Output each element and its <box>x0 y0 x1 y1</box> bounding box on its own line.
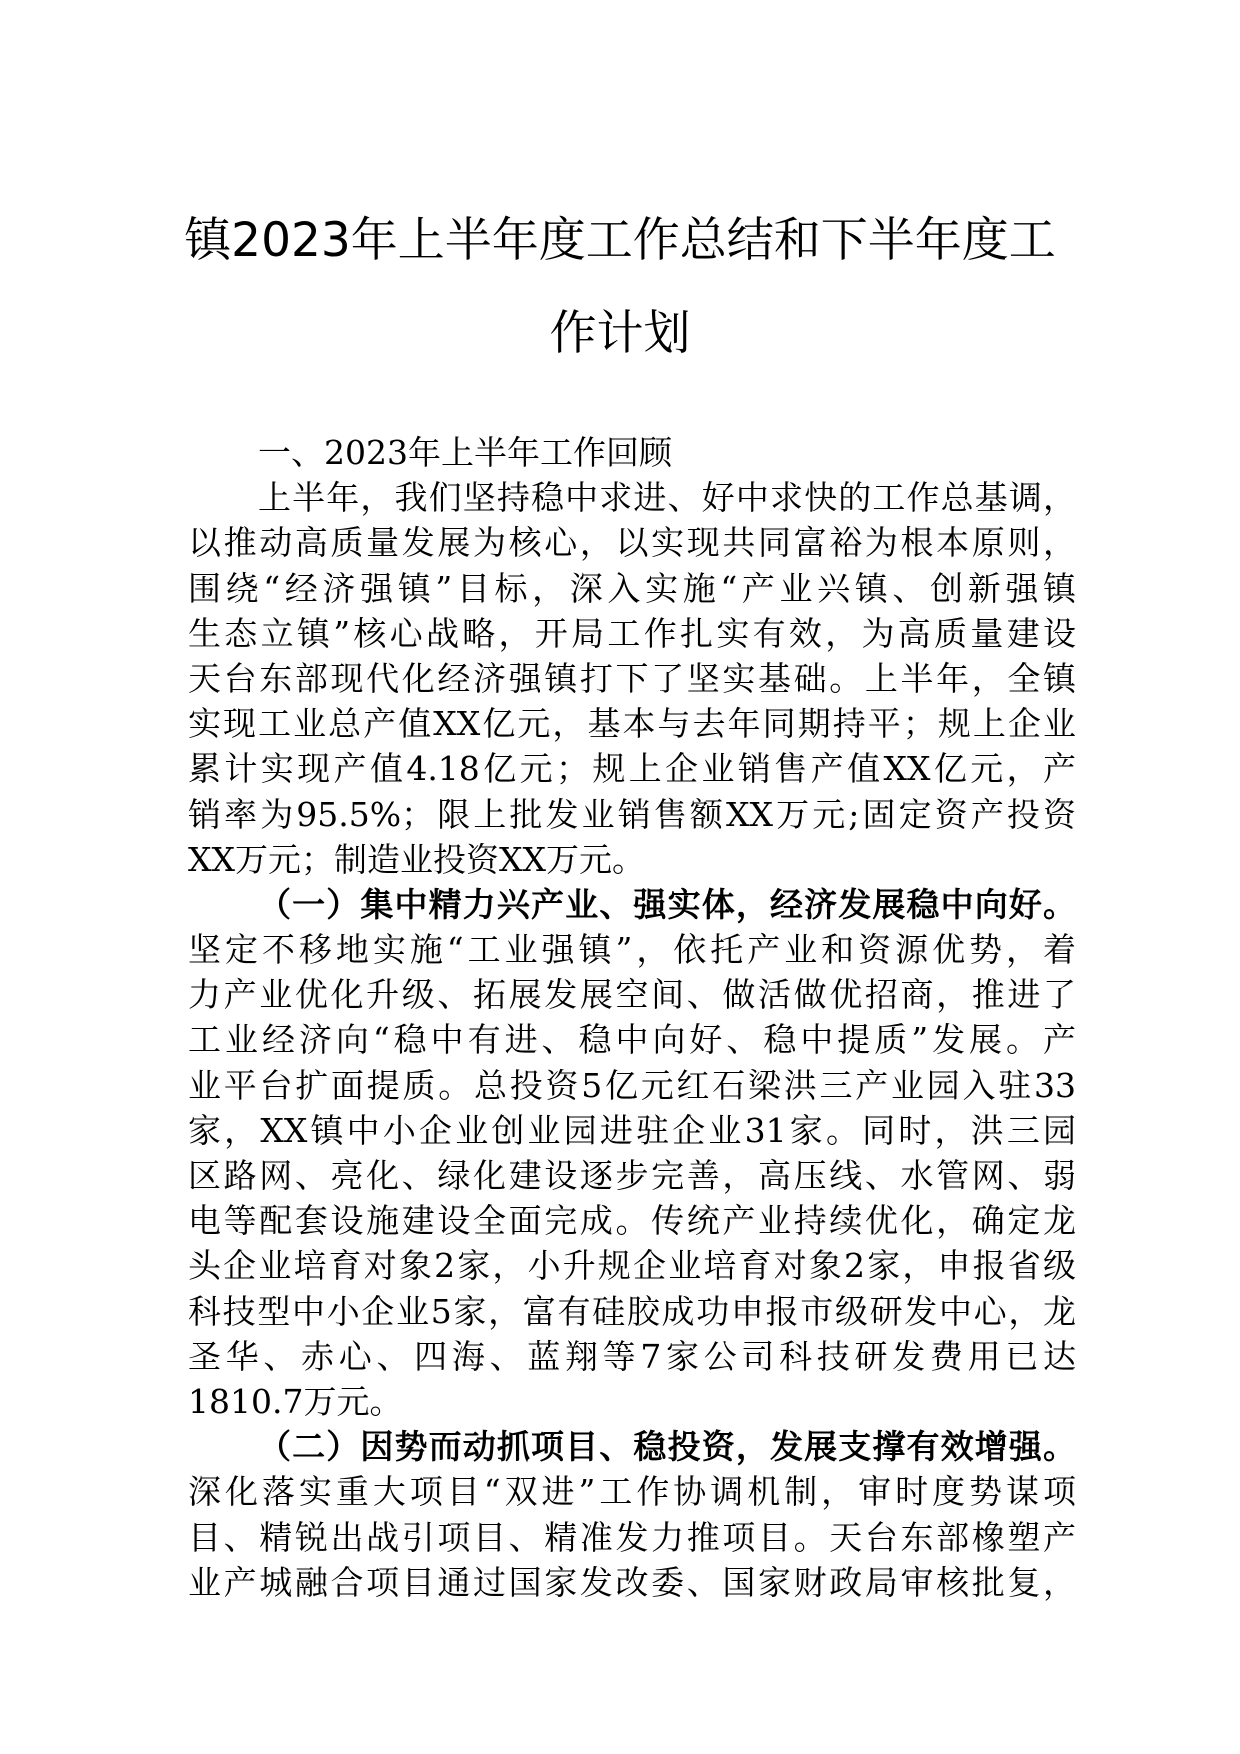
text-line: 工业经济向“稳中有进、稳中向好、稳中提质”发展。产 <box>188 1020 1076 1060</box>
text-line: （一）集中精力兴产业、强实体，经济发展稳中向好。 <box>258 884 1076 924</box>
subsection-heading <box>188 1424 1076 1469</box>
text-line: 实现工业总产值XX亿元，基本与去年同期持平；规上企业 <box>188 704 1076 744</box>
text-line: 科技型中小企业5家，富有硅胶成功申报市级研发中心，龙 <box>188 1291 1076 1331</box>
text-line: 一、2023年上半年工作回顾 <box>258 433 672 472</box>
text-line: 电等配套设施建设全面完成。传统产业持续优化，确定龙 <box>188 1201 1076 1241</box>
text-line: （二）因势而动抓项目、稳投资，发展支撑有效增强。 <box>258 1427 1076 1467</box>
subsection-heading <box>188 882 1076 927</box>
section-heading <box>188 430 1076 475</box>
text-line: 力产业优化升级、拓展发展空间、做活做优招商，推进了 <box>188 975 1076 1015</box>
text-line: 生态立镇”核心战略，开局工作扎实有效，为高质量建设 <box>188 613 1076 653</box>
text-line: 上半年，我们坚持稳中求进、好中求快的工作总基调， <box>258 478 1076 518</box>
text-line: 累计实现产值4.18亿元；规上企业销售产值XX亿元，产 <box>188 749 1076 789</box>
text-line: 业平台扩面提质。总投资5亿元红石梁洪三产业园入驻33 <box>188 1065 1076 1105</box>
text-line: 目、精锐出战引项目、精准发力推项目。天台东部橡塑产 <box>188 1517 1076 1557</box>
document-title-line-1: 镇2023年上半年度工作总结和下半年度工 <box>184 213 1056 268</box>
text-line: 天台东部现代化经济强镇打下了坚实基础。上半年，全镇 <box>188 658 1076 698</box>
text-line: 坚定不移地实施“工业强镇”，依托产业和资源优势，着 <box>188 930 1076 970</box>
document-body <box>188 430 1076 1605</box>
text-line: 头企业培育对象2家，小升规企业培育对象2家，申报省级 <box>188 1246 1076 1286</box>
text-line: 圣华、赤心、四海、蓝翔等7家公司科技研发费用已达 <box>188 1336 1076 1376</box>
document-title-line-2: 作计划 <box>549 306 691 361</box>
text-line: 1810.7万元。 <box>188 1381 403 1421</box>
text-line: 家，XX镇中小企业创业园进驻企业31家。同时，洪三园 <box>188 1110 1076 1150</box>
text-line: 销率为95.5%；限上批发业销售额XX万元;固定资产投资 <box>188 794 1076 834</box>
text-line: 以推动高质量发展为核心，以实现共同富裕为根本原则， <box>188 523 1076 563</box>
text-line: 围绕“经济强镇”目标，深入实施“产业兴镇、创新强镇 <box>188 568 1076 608</box>
paragraph <box>188 1469 1076 1605</box>
paragraph <box>188 927 1076 1424</box>
text-line: 业产城融合项目通过国家发改委、国家财政局审核批复， <box>188 1562 1076 1602</box>
text-line: XX万元；制造业投资XX万元。 <box>188 839 645 879</box>
text-line: 区路网、亮化、绿化建设逐步完善，高压线、水管网、弱 <box>188 1156 1076 1195</box>
text-line: 深化落实重大项目“双进”工作协调机制，审时度势谋项 <box>188 1472 1076 1512</box>
paragraph <box>188 475 1076 882</box>
